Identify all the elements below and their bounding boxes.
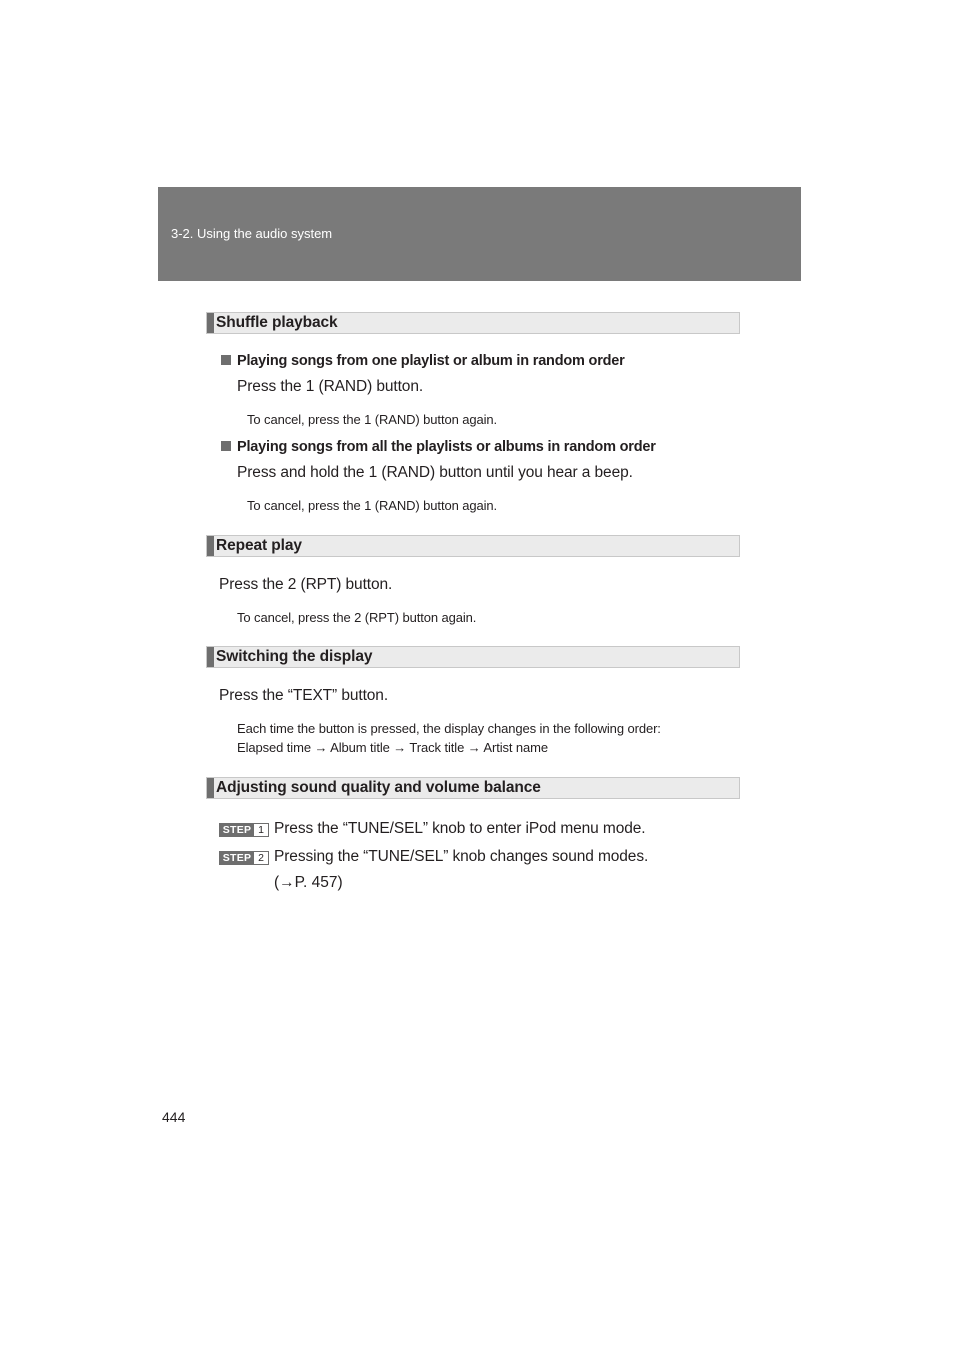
- section-header-repeat: [206, 535, 740, 557]
- section-header-sound: [206, 777, 740, 799]
- section-title-display: Switching the display: [216, 648, 373, 665]
- section-header-bar: [207, 313, 214, 333]
- step-text: Pressing the “TUNE/SEL” knob changes sound modes.: [274, 848, 649, 865]
- step-text: Press the “TUNE/SEL” knob to enter iPod menu mode.: [274, 820, 646, 837]
- subsection-title: Playing songs from one playlist or album in random order: [237, 353, 625, 369]
- step-badge-number: 2: [254, 852, 268, 864]
- section-title-repeat: Repeat play: [216, 537, 302, 554]
- section-header-display: [206, 646, 740, 668]
- page-reference-link[interactable]: (→P. 457): [274, 874, 343, 891]
- section-header-shuffle: [206, 312, 740, 334]
- note-text: To cancel, press the 1 (RAND) button again.: [247, 498, 498, 513]
- page-number: 444: [162, 1109, 186, 1125]
- step-badge-label: STEP: [220, 852, 254, 864]
- note-text: To cancel, press the 2 (RPT) button again.: [237, 610, 477, 625]
- square-bullet-icon: [221, 355, 231, 365]
- instruction-text: Press the 1 (RAND) button.: [237, 378, 424, 395]
- note-text: Elapsed time → Album title → Track title → Artist name: [237, 740, 549, 755]
- subsection-one-playlist: [221, 353, 625, 369]
- instruction-text: Press the 2 (RPT) button.: [219, 576, 393, 593]
- section-title-sound: Adjusting sound quality and volume balance: [216, 779, 541, 796]
- subsection-title: Playing songs from all the playlists or albums in random order: [237, 439, 656, 455]
- header-band: [158, 187, 801, 281]
- section-header-bar: [207, 647, 214, 667]
- section-breadcrumb: 3-2. Using the audio system: [171, 226, 333, 241]
- section-header-bar: [207, 536, 214, 556]
- step-badge-number: 1: [254, 824, 268, 836]
- instruction-text: Press and hold the 1 (RAND) button until you hear a beep.: [237, 464, 633, 481]
- section-header-bar: [207, 778, 214, 798]
- step-badge-label: STEP: [220, 824, 254, 836]
- note-text: To cancel, press the 1 (RAND) button again.: [247, 412, 498, 427]
- section-title-shuffle: Shuffle playback: [216, 314, 338, 331]
- step-badge: [219, 851, 269, 865]
- instruction-text: Press the “TEXT” button.: [219, 687, 389, 704]
- step-badge: [219, 823, 269, 837]
- note-text: Each time the button is pressed, the display changes in the following order:: [237, 721, 661, 736]
- subsection-all-playlists: [221, 439, 656, 455]
- square-bullet-icon: [221, 441, 231, 451]
